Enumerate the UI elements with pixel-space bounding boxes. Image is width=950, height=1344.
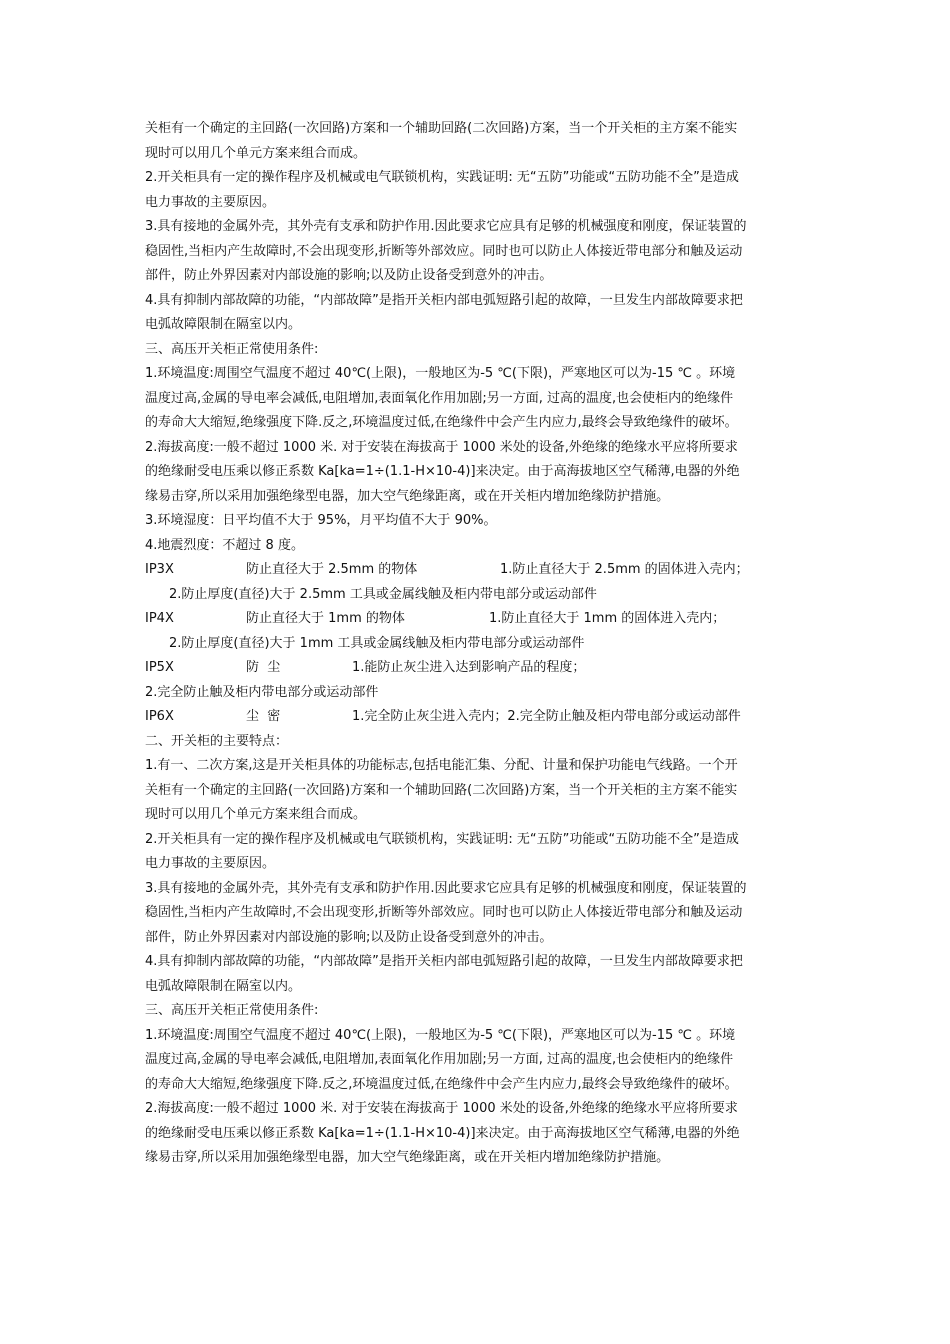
- text-line: 4.具有抑制内部故障的功能，“内部故障”是指开关柜内部电弧短路引起的故障，一旦发生内部故障要求把: [145, 954, 743, 969]
- ip-code: IP6X: [145, 709, 174, 724]
- text-line: 电弧故障限制在隔室以内。: [145, 978, 302, 994]
- text-line: 的绝缘耐受电压乘以修正系数 Ka[ka=1÷(1.1-H×10-4)]来决定。由于高海拔地区空气稀薄,电器的外绝: [145, 464, 740, 479]
- text-line: 稳固性,当柜内产生故障时,不会出现变形,折断等外部效应。同时也可以防止人体接近带电部分和触及运动: [145, 905, 743, 920]
- ip-description: 防止直径大于 1mm 的物体: [246, 611, 405, 626]
- text-line: 温度过高,金属的导电率会减低,电阻增加,表面氧化作用加剧;另一方面, 过高的温度,也会使柜内的绝缘件: [145, 390, 734, 406]
- ip-requirement-continued: 2.完全防止触及柜内带电部分或运动部件: [145, 684, 379, 700]
- text-line: 关柜有一个确定的主回路(一次回路)方案和一个辅助回路(二次回路)方案，当一个开关柜的主方案不能实: [145, 121, 738, 136]
- ip-requirement: 1.防止直径大于 1mm 的固体进入壳内；: [489, 611, 726, 626]
- text-line: 4.具有抑制内部故障的功能，“内部故障”是指开关柜内部电弧短路引起的故障，一旦发生内部故障要求把: [145, 292, 743, 308]
- text-line: 现时可以用几个单元方案来组合而成。: [145, 807, 367, 822]
- text-line: 2.海拔高度:一般不超过 1000 米. 对于安装在海拔高于 1000 米处的设备,外绝缘的绝缘水平应将所要求: [145, 1101, 738, 1116]
- text-line: 2.海拔高度:一般不超过 1000 米. 对于安装在海拔高于 1000 米处的设备,外绝缘的绝缘水平应将所要求: [145, 439, 738, 455]
- ip-requirement: 1.能防止灰尘进入达到影响产品的程度；: [352, 660, 586, 675]
- document-body: [145, 117, 817, 1171]
- text-line: 2.开关柜具有一定的操作程序及机械或电气联锁机构，实践证明: 无“五防”功能或“五防功能不全”是造成: [145, 831, 739, 847]
- text-line: 关柜有一个确定的主回路(一次回路)方案和一个辅助回路(二次回路)方案，当一个开关柜的主方案不能实: [145, 782, 738, 798]
- ip-requirement: 1.防止直径大于 2.5mm 的固体进入壳内；: [500, 562, 749, 577]
- text-line: 的寿命大大缩短,绝缘强度下降.反之,环境温度过低,在绝缘件中会产生内应力,最终会导致绝缘件的破坏。: [145, 415, 738, 430]
- ip-row-ip4x: [145, 607, 817, 632]
- ip-code: IP3X: [145, 562, 174, 577]
- section-heading: 三、高压开关柜正常使用条件:: [145, 1003, 319, 1018]
- ip-requirement-continued: 2.防止厚度(直径)大于 1mm 工具或金属线触及柜内带电部分或运动部件: [169, 635, 585, 651]
- text-line: 部件，防止外界因素对内部设施的影响;以及防止设备受到意外的冲击。: [145, 929, 553, 945]
- ip-requirement: 1.完全防止灰尘进入壳内；2.完全防止触及柜内带电部分或运动部件: [352, 709, 741, 724]
- ip-row-ip3x: [145, 558, 817, 583]
- text-line: 1.环境温度:周围空气温度不超过 40℃(上限)，一般地区为-5 ℃(下限)，严寒地区可以为-15 ℃ 。环境: [145, 1027, 736, 1043]
- text-line: 部件，防止外界因素对内部设施的影响;以及防止设备受到意外的冲击。: [145, 268, 553, 283]
- text-line: 的绝缘耐受电压乘以修正系数 Ka[ka=1÷(1.1-H×10-4)]来决定。由于高海拔地区空气稀薄,电器的外绝: [145, 1125, 740, 1141]
- text-line: 4.地震烈度：不超过 8 度。: [145, 537, 304, 553]
- text-line: 现时可以用几个单元方案来组合而成。: [145, 145, 367, 161]
- text-line: 温度过高,金属的导电率会减低,电阻增加,表面氧化作用加剧;另一方面, 过高的温度,也会使柜内的绝缘件: [145, 1052, 734, 1067]
- text-line: 1.有一、二次方案,这是开关柜具体的功能标志,包括电能汇集、分配、计量和保护功能电气线路。一个开: [145, 758, 738, 773]
- text-line: 缘易击穿,所以采用加强绝缘型电器，加大空气绝缘距离，或在开关柜内增加绝缘防护措施。: [145, 1150, 670, 1165]
- text-line: 3.具有接地的金属外壳，其外壳有支承和防护作用.因此要求它应具有足够的机械强度和刚度，保证装置的: [145, 219, 747, 234]
- text-line: 2.开关柜具有一定的操作程序及机械或电气联锁机构，实践证明: 无“五防”功能或“五防功能不全”是造成: [145, 170, 739, 185]
- text-line: 1.环境温度:周围空气温度不超过 40℃(上限)，一般地区为-5 ℃(下限)，严寒地区可以为-15 ℃ 。环境: [145, 366, 736, 381]
- text-line: 的寿命大大缩短,绝缘强度下降.反之,环境温度过低,在绝缘件中会产生内应力,最终会导致绝缘件的破坏。: [145, 1076, 738, 1092]
- ip-code: IP5X: [145, 660, 174, 675]
- ip-description: 尘 密: [246, 709, 281, 724]
- ip-description: 防止直径大于 2.5mm 的物体: [246, 562, 418, 577]
- section-heading: 二、开关柜的主要特点：: [145, 733, 289, 749]
- ip-row-ip5x: [145, 656, 817, 681]
- text-line: 电力事故的主要原因。: [145, 194, 276, 210]
- ip-code: IP4X: [145, 611, 174, 626]
- ip-row-ip6x: [145, 705, 817, 730]
- text-line: 电力事故的主要原因。: [145, 856, 276, 871]
- text-line: 3.具有接地的金属外壳，其外壳有支承和防护作用.因此要求它应具有足够的机械强度和刚度，保证装置的: [145, 880, 747, 896]
- text-line: 稳固性,当柜内产生故障时,不会出现变形,折断等外部效应。同时也可以防止人体接近带电部分和触及运动: [145, 243, 743, 259]
- section-heading: 三、高压开关柜正常使用条件:: [145, 341, 319, 357]
- text-line: 3.环境湿度：日平均值不大于 95%，月平均值不大于 90%。: [145, 513, 497, 528]
- ip-requirement-continued: 2.防止厚度(直径)大于 2.5mm 工具或金属线触及柜内带电部分或运动部件: [169, 586, 597, 602]
- text-line: 电弧故障限制在隔室以内。: [145, 317, 302, 332]
- text-line: 缘易击穿,所以采用加强绝缘型电器，加大空气绝缘距离，或在开关柜内增加绝缘防护措施。: [145, 488, 670, 504]
- ip-description: 防 尘: [246, 660, 281, 675]
